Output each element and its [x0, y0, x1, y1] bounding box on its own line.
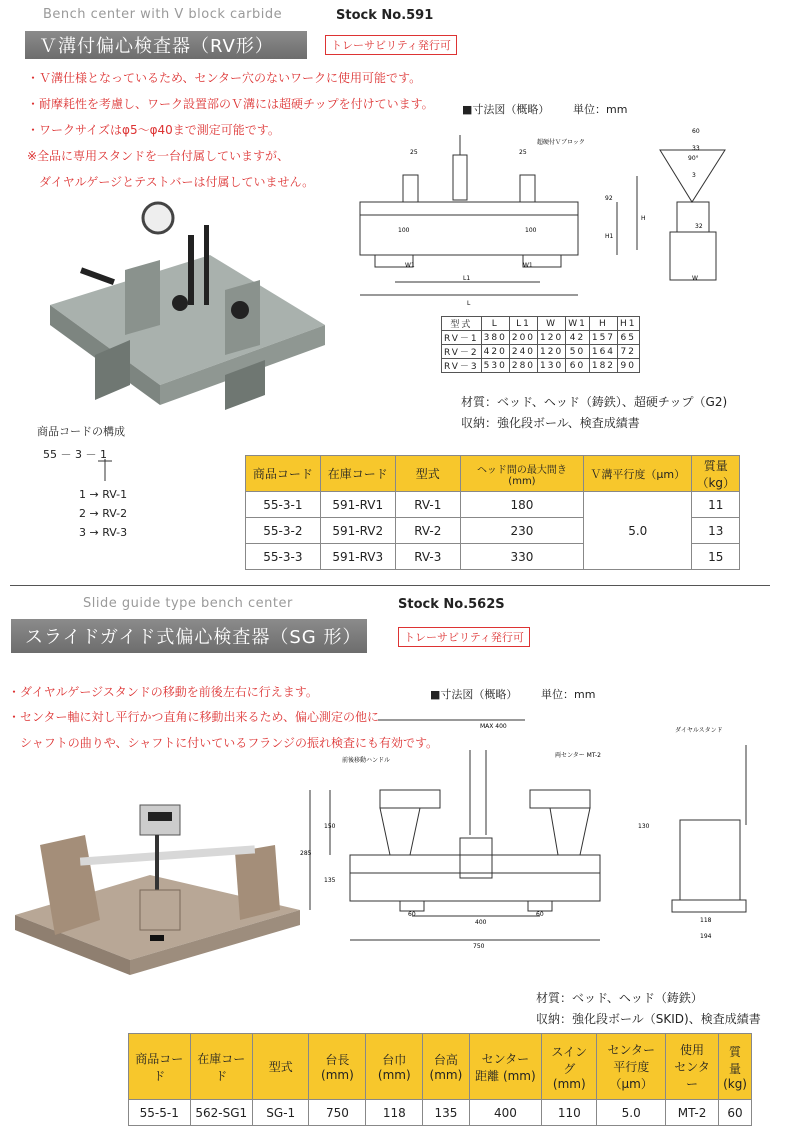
dim-cell: 157 [589, 331, 617, 345]
sg-dimension-drawing [300, 710, 780, 950]
rv-feature-1: ・Ｖ溝仕様となっているため、センター穴のないワークに使用可能です。 [27, 71, 422, 85]
table-cell: 591-RV1 [320, 492, 395, 518]
table-cell: 750 [309, 1100, 366, 1126]
table-row [442, 345, 640, 359]
rv-drawing-60: 60 [692, 128, 700, 135]
table-cell-parallelism: 5.0 [584, 492, 692, 570]
dim-header: H [589, 317, 617, 331]
rv-stock-number: Stock No.591 [336, 8, 434, 23]
table-cell: RV-2 [395, 518, 460, 544]
table-header: 在庫コード [190, 1034, 252, 1100]
dim-cell: 42 [566, 331, 590, 345]
dim-cell: 200 [509, 331, 537, 345]
table-cell: 135 [423, 1100, 469, 1126]
dim-cell: 182 [589, 359, 617, 373]
table-cell: 591-RV2 [320, 518, 395, 544]
rv-drawing-25b: 25 [519, 149, 527, 156]
table-header: センター 平行度 （μm） [597, 1034, 666, 1100]
table-header: Ｖ溝平行度（μm） [584, 456, 692, 492]
table-cell: 110 [542, 1100, 597, 1126]
sg-traceability-badge: トレーサビリティ発行可 [398, 627, 530, 647]
table-cell: 591-RV3 [320, 544, 395, 570]
rv-drawing-32: 32 [695, 223, 703, 230]
sg-drawing-130: 130 [638, 823, 650, 830]
table-header: 商品コード [129, 1034, 191, 1100]
rv-drawing-90deg: 90° [688, 155, 699, 162]
table-cell: 180 [460, 492, 583, 518]
dim-cell: RV－3 [442, 359, 482, 373]
dim-cell: 420 [481, 345, 509, 359]
table-header: スイング (mm) [542, 1034, 597, 1100]
rv-drawing-3: 3 [692, 172, 696, 179]
table-cell: 400 [469, 1100, 542, 1126]
sg-feature-3: シャフトの曲りや、シャフトに付いているフランジの振れ検査にも有効です。 [8, 736, 439, 750]
rv-material: 材質：ベッド、ヘッド（鋳鉄）、超硬チップ（G2) [461, 395, 728, 409]
table-cell: 562-SG1 [190, 1100, 252, 1126]
sg-dim-unit: 単位：mm [541, 688, 596, 701]
dim-cell: 120 [538, 345, 566, 359]
table-cell: 60 [719, 1100, 752, 1126]
rv-drawing-h: H [641, 215, 646, 222]
table-cell: 55-3-3 [246, 544, 321, 570]
sg-drawing-center-label: 両センター MT-2 [555, 752, 601, 759]
sg-drawing-max400: MAX 400 [480, 723, 507, 730]
rv-drawing-100a: 100 [398, 227, 410, 234]
sg-title: スライドガイド式偏心検査器（SG 形） [11, 619, 367, 653]
table-cell: 55-3-1 [246, 492, 321, 518]
dim-cell: 120 [538, 331, 566, 345]
rv-drawing-w: W [692, 275, 698, 282]
dim-cell: RV－2 [442, 345, 482, 359]
table-header: 質量 (kg) [719, 1034, 752, 1100]
dim-cell: 380 [481, 331, 509, 345]
dim-header: W [538, 317, 566, 331]
dim-cell: 60 [566, 359, 590, 373]
sg-product-photo [10, 790, 310, 980]
dim-header: L1 [509, 317, 537, 331]
rv-drawing-l1: L1 [463, 275, 471, 282]
table-cell: 13 [692, 518, 740, 544]
sg-drawing-400: 400 [475, 919, 487, 926]
dim-cell: 130 [538, 359, 566, 373]
dim-header: 型式 [442, 317, 482, 331]
sg-stock-number: Stock No.562S [398, 597, 505, 612]
rv-product-table [245, 455, 740, 570]
table-header: センター 距離 (mm) [469, 1034, 542, 1100]
sg-storage: 収納：強化段ボール（SKID)、検査成績書 [536, 1012, 761, 1026]
table-cell: 330 [460, 544, 583, 570]
sg-feature-2: ・センター軸に対し平行かつ直角に移動出来るため、偏心測定の他に [8, 710, 380, 724]
sg-product-table [128, 1033, 752, 1126]
rv-feature-4: ※全品に専用スタンドを一台付属していますが、 [27, 149, 290, 163]
table-header: 型式 [253, 1034, 309, 1100]
rv-feature-2: ・耐摩耗性を考慮し、ワーク設置部のＶ溝には超硬チップを付けています。 [27, 97, 434, 111]
table-cell: 15 [692, 544, 740, 570]
sg-drawing-handle-label: 前後移動ハンドル [342, 757, 391, 764]
dim-header: W1 [566, 317, 590, 331]
table-cell: RV-1 [395, 492, 460, 518]
table-cell: 5.0 [597, 1100, 666, 1126]
rv-code-title: 商品コードの構成 [37, 425, 125, 438]
dim-cell: 164 [589, 345, 617, 359]
table-header: 型式 [395, 456, 460, 492]
sg-drawing-dial-stand-label: ダイヤルスタンド [675, 727, 723, 734]
sg-drawing-60b: 60 [536, 911, 544, 918]
table-cell: 11 [692, 492, 740, 518]
rv-dimension-table [441, 316, 640, 373]
dim-cell: 72 [618, 345, 640, 359]
table-cell: 55-5-1 [129, 1100, 191, 1126]
sg-drawing-194: 194 [700, 933, 712, 940]
table-cell: RV-3 [395, 544, 460, 570]
rv-storage: 収納：強化段ボール、検査成績書 [461, 416, 640, 430]
rv-code-map-2: 2 → RV-2 [79, 507, 128, 520]
sg-english-subtitle: Slide guide type bench center [83, 596, 293, 611]
rv-drawing-l: L [467, 300, 471, 307]
table-header: 在庫コード [320, 456, 395, 492]
sg-drawing-150: 150 [324, 823, 336, 830]
table-cell: SG-1 [253, 1100, 309, 1126]
dim-cell: 280 [509, 359, 537, 373]
table-row [129, 1100, 752, 1126]
table-header: 商品コード [246, 456, 321, 492]
sg-dim-title: ■寸法図（概略） [430, 688, 518, 701]
rv-drawing-w1a: W1 [405, 262, 415, 269]
rv-dim-unit: 単位：mm [573, 103, 628, 116]
rv-dimension-drawing [355, 120, 775, 320]
dim-cell: 240 [509, 345, 537, 359]
sg-drawing-60a: 60 [408, 911, 416, 918]
dim-cell: 50 [566, 345, 590, 359]
table-header: 質量（kg） [692, 456, 740, 492]
table-cell: 230 [460, 518, 583, 544]
table-cell: 55-3-2 [246, 518, 321, 544]
rv-feature-3: ・ワークサイズはφ5～φ40まで測定可能です。 [27, 123, 280, 137]
sg-drawing-285: 285 [300, 850, 312, 857]
rv-code-bracket [95, 459, 115, 483]
rv-drawing-h1: H1 [605, 233, 614, 240]
rv-drawing-w1b: W1 [523, 262, 533, 269]
sg-feature-1: ・ダイヤルゲージスタンドの移動を前後左右に行えます。 [8, 685, 318, 699]
table-header: 台高 (mm) [423, 1034, 469, 1100]
rv-code-pattern: 55 － 3 － 1 [43, 448, 107, 461]
table-header: 使用 センター [666, 1034, 719, 1100]
rv-product-photo [40, 195, 330, 410]
sg-drawing-118: 118 [700, 917, 712, 924]
rv-feature-5: ダイヤルゲージとテストバーは付属していません。 [27, 175, 315, 189]
rv-drawing-100b: 100 [525, 227, 537, 234]
table-row [442, 359, 640, 373]
sg-drawing-750: 750 [473, 943, 485, 950]
dim-cell: 90 [618, 359, 640, 373]
sg-material: 材質：ベッド、ヘッド（鋳鉄） [536, 991, 703, 1005]
rv-drawing-33: 33 [692, 145, 700, 152]
rv-code-map-1: 1 → RV-1 [79, 488, 128, 501]
table-cell: 118 [366, 1100, 423, 1126]
sg-drawing-135: 135 [324, 877, 336, 884]
rv-drawing-carbide-label: 超硬付Ｖブロック [537, 139, 585, 146]
rv-drawing-92: 92 [605, 195, 613, 202]
dim-cell: 65 [618, 331, 640, 345]
table-row [442, 331, 640, 345]
rv-english-subtitle: Bench center with V block carbide [43, 7, 283, 22]
dim-header: L [481, 317, 509, 331]
rv-dim-title: ■寸法図（概略） [462, 103, 550, 116]
rv-drawing-25a: 25 [410, 149, 418, 156]
dim-cell: RV－1 [442, 331, 482, 345]
dim-cell: 530 [481, 359, 509, 373]
table-header: ヘッド間の最大間き(mm) [460, 456, 583, 492]
rv-code-map-3: 3 → RV-3 [79, 526, 128, 539]
table-cell: MT-2 [666, 1100, 719, 1126]
table-header: 台長 (mm) [309, 1034, 366, 1100]
rv-traceability-badge: トレーサビリティ発行可 [325, 35, 457, 55]
section-divider [10, 585, 770, 586]
table-row [246, 492, 740, 518]
rv-title: Ｖ溝付偏心検査器（RV形） [25, 31, 307, 59]
dim-header: H1 [618, 317, 640, 331]
table-header: 台巾 (mm) [366, 1034, 423, 1100]
